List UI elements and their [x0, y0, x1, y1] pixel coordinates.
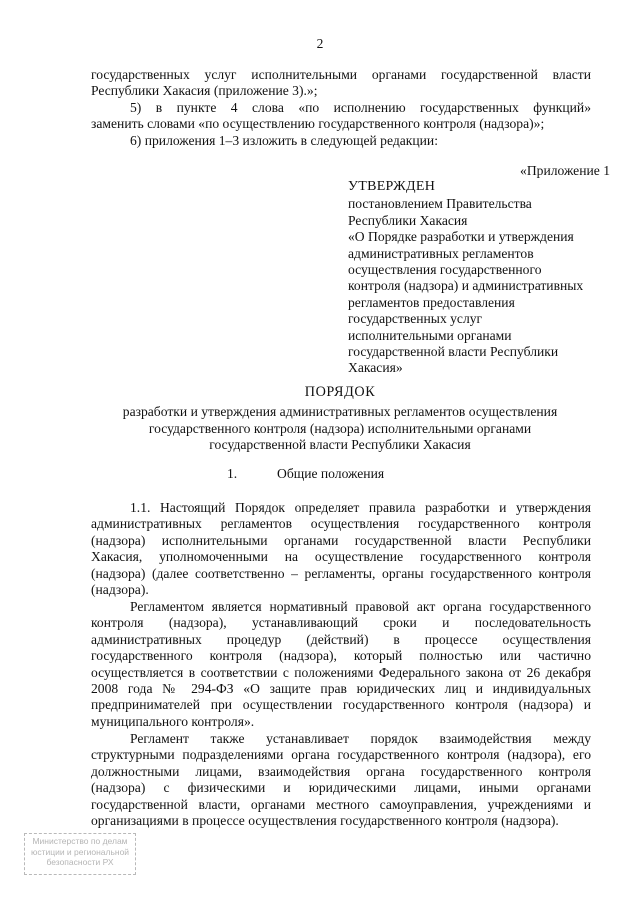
approval-line: постановлением Правительства	[348, 196, 532, 212]
body-p2-line: административных процедур (действий) в процессе осуществления	[91, 631, 591, 647]
body-p2-line: государственного контроля (надзора), который полностью или частично	[91, 648, 591, 664]
body-paragraph-3	[91, 731, 591, 829]
intro-paragraph-3	[91, 133, 591, 149]
body-p2-line: 2008 года № 294-ФЗ «О защите прав юридических лиц и индивидуальных	[91, 681, 591, 697]
approval-line: осуществления государственного	[348, 262, 542, 278]
body-p3-line: должностными лицами, взаимодействия органа государственного контроля	[91, 763, 591, 779]
body-p2-line: осуществляется в соответствии с положениями Федерального закона от 26 декабря	[91, 664, 591, 680]
section-number: 1.	[227, 466, 238, 481]
body-p1-line: Хакасия, уполномоченными на осуществление государственного контроля	[91, 549, 591, 565]
section-title: Общие положения	[277, 466, 385, 481]
body-paragraph-2	[91, 599, 591, 730]
stamp-line: Министерство по делам	[32, 836, 128, 846]
title-main: ПОРЯДОК	[304, 384, 376, 400]
intro-paragraph-2	[91, 100, 591, 133]
body-p2-line: контроля (надзора), устанавливающий сроки и последовательность	[91, 615, 591, 631]
stamp-line: безопасности РХ	[46, 857, 114, 867]
intro-p2-line-2: заменить словами «по осуществлению государственного контроля (надзора)»;	[91, 116, 545, 132]
document-title	[0, 384, 640, 454]
approval-line: «О Порядке разработки и утверждения	[348, 229, 574, 245]
registration-stamp	[24, 833, 136, 875]
approval-line: контроля (надзора) и административных	[348, 278, 584, 294]
intro-p1-line-1: государственных услуг исполнительными органами государственной власти	[91, 67, 591, 82]
body-p2-line: муниципального контроля».	[91, 713, 255, 729]
approval-line: регламентов предоставления	[348, 294, 515, 310]
intro-p1-line-2: Республики Хакасия (приложение 3).»;	[91, 83, 318, 99]
approved-label: УТВЕРЖДЕН	[348, 179, 436, 194]
body-p2-line: Регламентом является нормативный правовой акт органа государственного	[130, 599, 591, 614]
approval-line: административных регламентов	[348, 245, 534, 261]
approval-line: исполнительными органами	[348, 327, 512, 343]
body-p1-line: (надзора) (далее соответственно – регламенты, органы государственного контроля	[91, 565, 591, 581]
body-p3-line: государственной власти, органами местного самоуправления, учреждениями и	[91, 796, 591, 812]
approval-line: государственной власти Республики	[348, 344, 559, 360]
approval-block	[348, 179, 608, 377]
body-p1-line: (надзора) исполнительными органами государственной власти Республики	[91, 532, 591, 548]
section-heading	[227, 466, 384, 482]
body-paragraph-1	[91, 500, 591, 598]
body-p3-line: (надзора) с физическими и юридическими лицами, иными органами	[91, 780, 591, 796]
body-p3-line: структурными подразделениями органа государственного контроля (надзора), его	[91, 747, 591, 763]
page-number: 2	[316, 36, 324, 51]
intro-paragraph-1	[91, 67, 591, 100]
body-p1-line: (надзора).	[91, 582, 149, 598]
title-line: государственной власти Республики Хакасия	[209, 437, 471, 453]
body-p3-line: организациями в процессе осуществления государственного контроля (надзора).	[91, 813, 559, 829]
approval-line: Республики Хакасия	[348, 212, 468, 228]
title-line: разработки и утверждения административных регламентов осуществления	[122, 404, 558, 420]
approval-line: государственных услуг	[348, 311, 483, 327]
approval-line: Хакасия»	[348, 360, 403, 376]
body-p1-line: административных регламентов осуществления государственного контроля	[91, 516, 591, 532]
title-line: государственного контроля (надзора) исполнительными органами	[148, 420, 532, 436]
intro-p3-line-1: 6) приложения 1–3 изложить в следующей редакции:	[130, 133, 438, 148]
intro-p2-line-1: 5) в пункте 4 слова «по исполнению государственных функций»	[130, 100, 591, 115]
body-p2-line: предпринимателей при осуществлении государственного контроля (надзора) и	[91, 697, 591, 713]
appendix-label: «Приложение 1	[520, 163, 610, 178]
body-p3-line: Регламент также устанавливает порядок взаимодействия между	[130, 731, 591, 746]
body-p1-line: 1.1. Настоящий Порядок определяет правила разработки и утверждения	[130, 500, 591, 515]
stamp-line: юстиции и региональной	[30, 846, 130, 857]
